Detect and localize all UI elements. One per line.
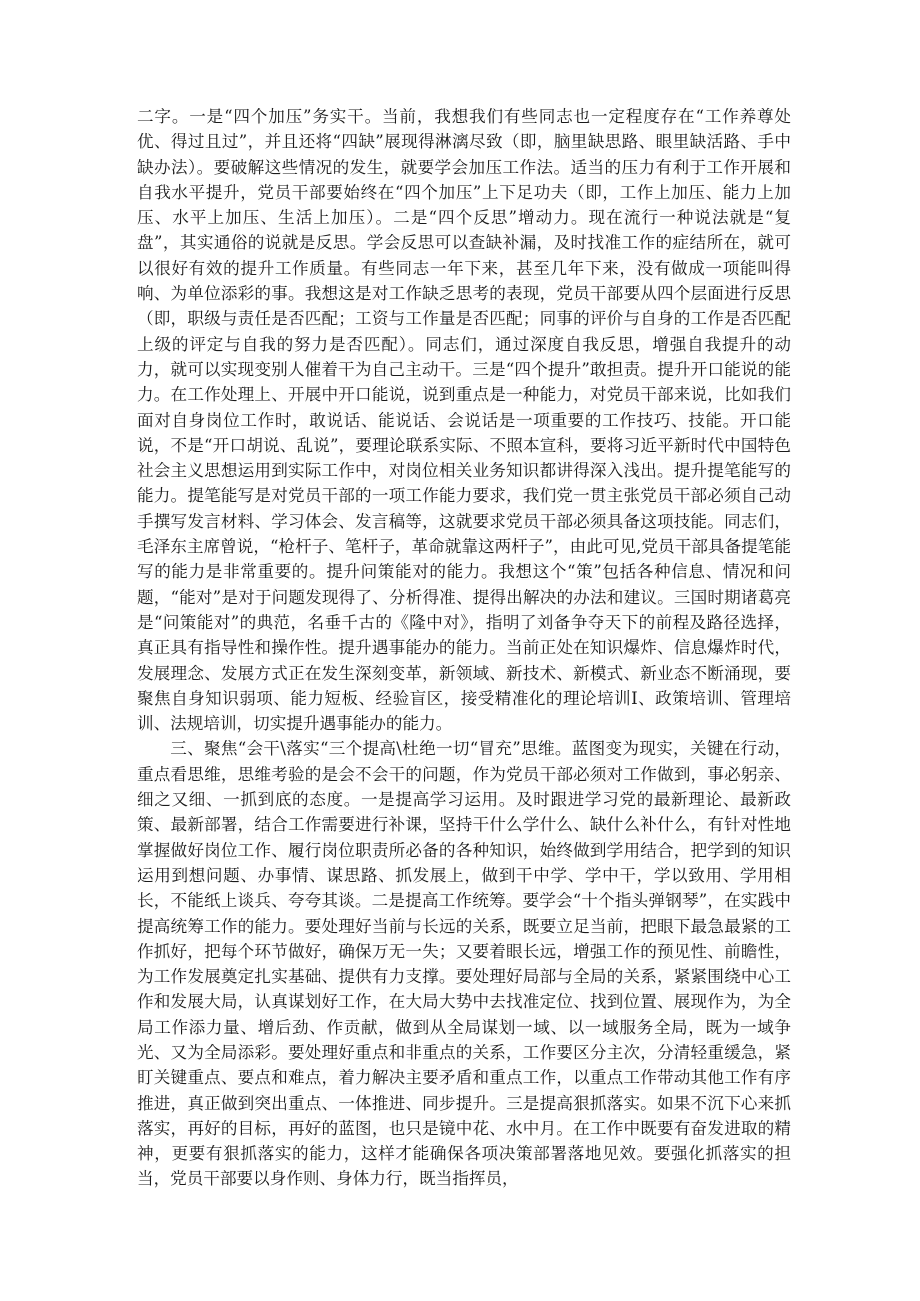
paragraph-section-three: 三、聚焦“会干\落实“三个提高\杜绝一切“冒充”思维。蓝图变为现实，关键在行动，重点看思维，思维考验的是会不会干的问题，作为党员干部必须对工作做到，事必躬亲、细之又细、一抓到底的态度。一是提高学习运用。及时跟进学习党的最新理论、最新政策、最新部署，结合工作需要进行补课，坚持干什么学什么、缺什么补什么，有针对性地掌握做好岗位工作、履行岗位职责所必备的各种知识，始终做到学用结合，把学到的知识运用到想问题、办事情、谋思路、抓发展上，做到干中学、学中干，学以致用、学用相长，不能纸上谈兵、夸夸其谈。二是提高工作统筹。要学会“十个指头弹钢琴”，在实践中提高统筹工作的能力。要处理好当前与长远的关系，既要立足当前，把眼下最急最紧的工作抓好，把每个环节做好，确保万无一失；又要着眼长远，增强工作的预见性、前瞻性，为工作发展奠定扎实基础、提供有力支撑。要处理好局部与全局的关系，紧紧围绕中心工作和发展大局，认真谋划好工作，在大局大势中去找准定位、找到位置、展现作为，为全局工作添力量、增后劲、作贡献，做到从全局谋划一域、以一域服务全局，既为一域争光、又为全局添彩。要处理好重点和非重点的关系，工作要区分主次，分清轻重缓急，紧盯关键重点、要点和难点，着力解决主要矛盾和重点工作，以重点工作带动其他工作有序推进，真正做到突出重点、一体推进、同步提升。三是提高狠抓落实。如果不沉下心来抓落实，再好的目标，再好的蓝图，也只是镜中花、水中月。在工作中既要有奋发进取的精神，更要有狠抓落实的能力，这样才能确保各项决策部署落地见效。要强化抓落实的担当，党员干部要以身作则、身体力行，既当指挥员， — [137, 739, 791, 1189]
document-body — [137, 104, 791, 1192]
paragraph-continued: 二字。一是“四个加压”务实干。当前，我想我们有些同志也一定程度存在“工作养尊处优、得过且过”，并且还将“四缺”展现得淋漓尽致（即，脑里缺思路、眼里缺活路、手中缺办法）。要破解这些情况的发生，就要学会加压工作法。适当的压力有利于工作开展和自我水平提升，党员干部要始终在“四个加压”上下足功夫（即，工作上加压、能力上加压、水平上加压、生活上加压）。二是“四个反思”增动力。现在流行一种说法就是“复盘”，其实通俗的说就是反思。学会反思可以查缺补漏，及时找准工作的症结所在，就可以很好有效的提升工作质量。有些同志一年下来，甚至几年下来，没有做成一项能叫得响、为单位添彩的事。我想这是对工作缺乏思考的表现，党员干部要从四个层面进行反思（即，职级与责任是否匹配；工资与工作量是否匹配；同事的评价与自身的工作是否匹配 上级的评定与自我的努力是否匹配）。同志们，通过深度自我反思，增强自我提升的动力，就可以实现变别人催着干为自己主动干。三是“四个提升”敢担责。提升开口能说的能力。在工作处理上、开展中开口能说，说到重点是一种能力，对党员干部来说，比如我们面对自身岗位工作时，敢说话、能说话、会说话是一项重要的工作技巧、技能。开口能说，不是“开口胡说、乱说”，要理论联系实际、不照本宣科，要将习近平新时代中国特色社会主义思想运用到实际工作中，对岗位相关业务知识都讲得深入浅出。提升提笔能写的能力。提笔能写是对党员干部的一项工作能力要求，我们党一贯主张党员干部必须自己动手撰写发言材料、学习体会、发言稿等，这就要求党员干部必须具备这项技能。同志们，毛泽东主席曾说，“枪杆子、笔杆子，革命就靠这两杆子”，由此可见,党员干部具备提笔能写的能力是非常重要的。提升问策能对的能力。我想这个“策”包括各种信息、情况和问题，“能对”是对于问题发现得了、分析得准、提得出解决的办法和建议。三国时期诸葛亮是“问策能对”的典范，名垂千古的《隆中对》，指明了刘备争夺天下的前程及路径选择，真正具有指导性和操作性。提升遇事能办的能力。当前正处在知识爆炸、信息爆炸时代，发展理念、发展方式正在发生深刻变革，新领域、新技术、新模式、新业态不断涌现，要聚焦自身知识弱项、能力短板、经验盲区，接受精准化的理论培训I、政策培训、管理培训、法规培训，切实提升遇事能办的能力。 — [137, 107, 791, 734]
